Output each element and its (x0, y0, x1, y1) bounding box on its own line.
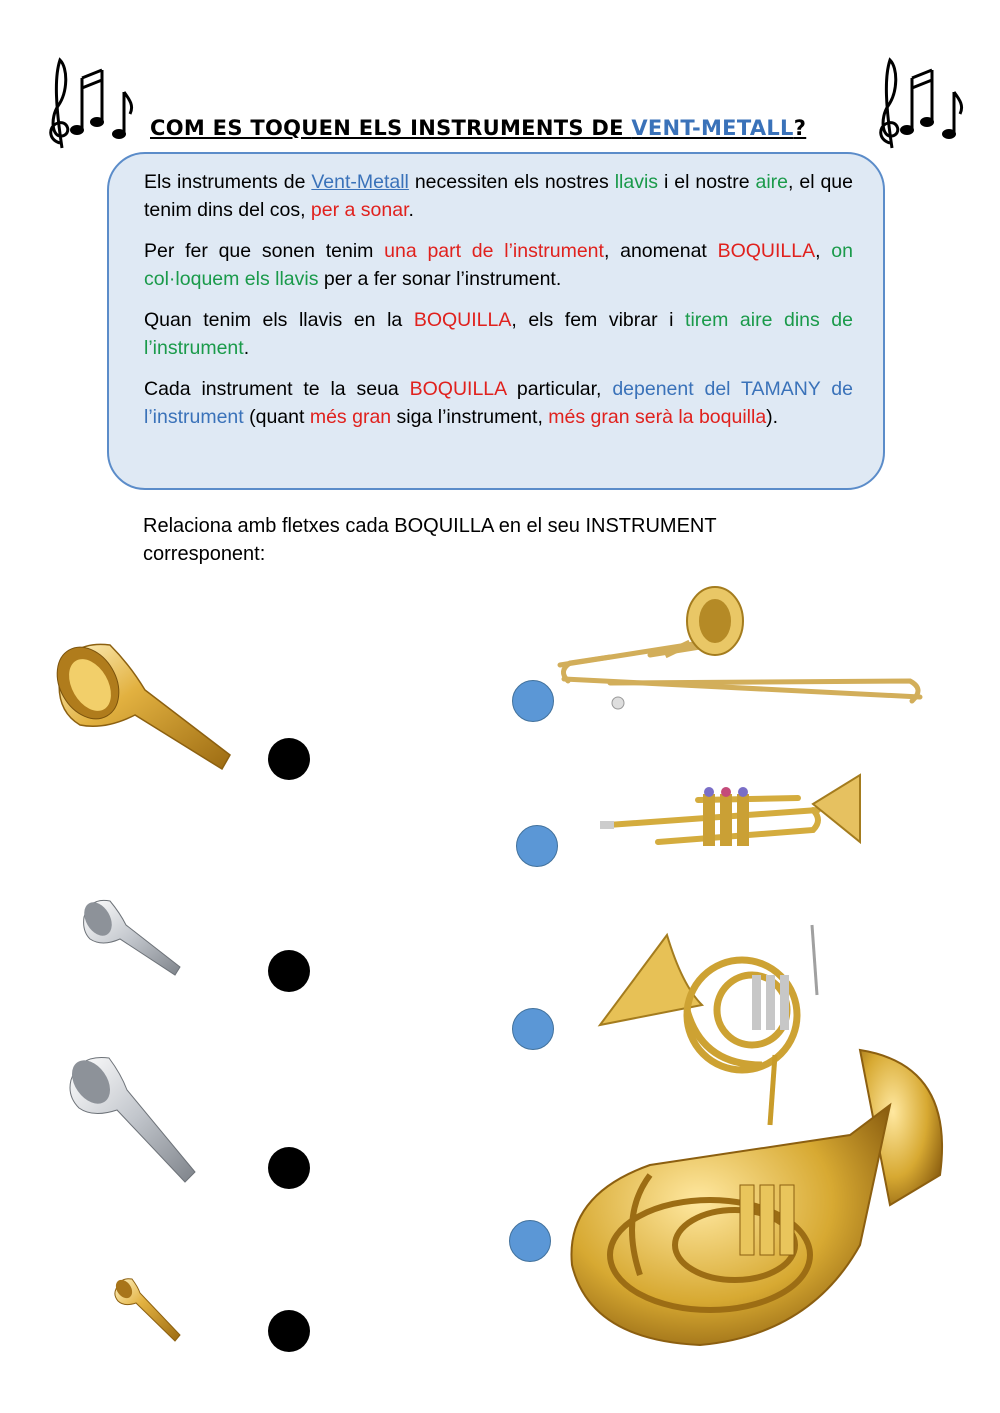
info-paragraph-2: Per fer que sonen tenim una part de l’instrument, anomenat BOQUILLA, on col·loquem els llavis per a fer sonar l’instrument. (144, 240, 853, 290)
music-notes-icon (38, 48, 138, 158)
instruction-text: Relaciona amb fletxes cada BOQUILLA en el seu INSTRUMENT corresponent: (143, 515, 717, 565)
trombone-mouthpiece-image (65, 1050, 200, 1190)
info-paragraph-4: Cada instrument te la seua BOQUILLA particular, depenent del TAMANY de l’instrument (quant més gran siga l’instrument, més gran serà la boquilla). (144, 378, 853, 428)
instrument-match-dot[interactable] (509, 1220, 551, 1262)
tuba-image (560, 1045, 960, 1350)
info-paragraph-3: Quan tenim els llavis en la BOQUILLA, els fem vibrar i tirem aire dins de l’instrument. (144, 309, 853, 359)
tuba-mouthpiece-image (50, 635, 240, 785)
mouthpiece-match-dot[interactable] (268, 950, 310, 992)
page-title: COM ES TOQUEN ELS INSTRUMENTS DE VENT-METALL? (150, 116, 807, 140)
mouthpiece-match-dot[interactable] (268, 1147, 310, 1189)
instrument-match-dot[interactable] (516, 825, 558, 867)
trombone-image (550, 585, 930, 720)
trumpet-image (598, 770, 868, 865)
info-paragraph-1: Els instruments de Vent-Metall necessiten els nostres llavis i el nostre aire, el que tenim dins del cos, per a sonar. (144, 171, 853, 221)
horn-mouthpiece-image (112, 1275, 184, 1345)
mouthpiece-match-dot[interactable] (268, 738, 310, 780)
trumpet-mouthpiece-image (80, 895, 185, 980)
instrument-match-dot[interactable] (512, 680, 554, 722)
instrument-match-dot[interactable] (512, 1008, 554, 1050)
music-notes-icon (868, 48, 968, 158)
info-box (107, 152, 885, 490)
mouthpiece-match-dot[interactable] (268, 1310, 310, 1352)
